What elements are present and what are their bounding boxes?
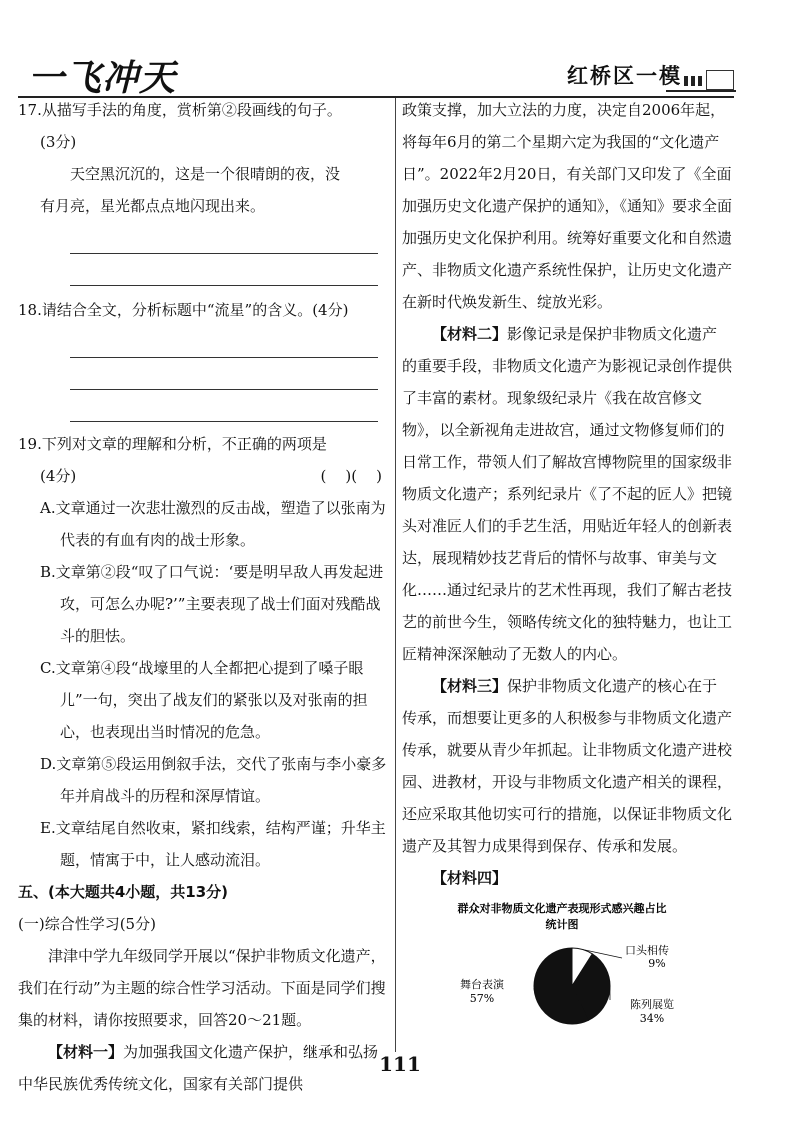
material-2-text: 影像记录是保护非物质文化遗产的重要手段，非物质文化遗产为影视记录创作提供了丰富的素材。现象级纪录片《我在故宫修文物》，以全新视角走进故宫，通过文物修复师们的日常工作，带领人们了解故宫博物院里的国家级非物质文化遗产；系列纪录片《了不起的匠人》把镜头对准匠人们的手艺生活，用贴近年轻人的创新表达，展现精妙技艺背后的情怀与故事、审美与文化……通过纪录片的艺术性再现，我们了解古老技艺的前世今生，领略传统文化的独特魅力，也让工匠精神深深触动了无数人的内心。: [402, 325, 733, 663]
q17-answer-line[interactable]: [70, 222, 378, 254]
pie-slice-label: 陈列展览: [630, 998, 674, 1011]
q18-stem: 18.请结合全文，分析标题中“流星”的含义。(4分): [18, 301, 349, 319]
subsection-1-title: (一)综合性学习(5分): [18, 915, 156, 933]
section-5-title: 五、(本大题共4小题，共13分): [18, 883, 229, 901]
q19-answer-blanks[interactable]: ( )( ): [320, 467, 382, 485]
header-title: 红桥区一模: [567, 63, 682, 88]
q19-score: (4分): [40, 467, 77, 485]
right-column: [402, 94, 732, 894]
q19-option-a[interactable]: A.文章通过一次悲壮激烈的反击战，塑造了以张南为代表的有血有肉的战士形象。: [40, 499, 386, 549]
q19-stem: 19.下列对文章的理解和分析，不正确的两项是: [18, 435, 327, 453]
brand-logo: 一飞冲天: [28, 58, 177, 99]
material-3: [402, 670, 732, 862]
activity-intro: 津津中学九年级同学开展以“保护非物质文化遗产，我们在行动”为主题的综合性学习活动。下面是同学们搜集的材料，请你按照要求，回答20～21题。: [18, 947, 386, 1029]
chart-title-line1: 群众对非物质文化遗产表现形式感兴趣占比: [457, 902, 667, 915]
pie-slice-value: 57%: [469, 992, 495, 1005]
q18-answer-line[interactable]: [70, 358, 378, 390]
material-1-continued: 政策支撑，加大立法的力度，决定自2006年起，将每年6月的第二个星期六定为我国的“文化遗产日”。2022年2月20日，有关部门又印发了《全面加强历史文化遗产保护的通知》，《通知》要求全面加强历史文化保护利用。统筹好重要文化和自然遗产、非物质文化遗产系统性保护，让历史文化遗产在新时代焕发新生、绽放光彩。: [402, 101, 733, 311]
q19-option-b[interactable]: B.文章第②段“叹了口气说：‘要是明早敌人再发起进攻，可怎么办呢?’”主要表现了战士们面对残酷战斗的胆怯。: [40, 563, 384, 645]
material-1-tag: 【材料一】: [48, 1043, 124, 1061]
header-dots-decoration: [684, 76, 704, 86]
chart-title-line2: 统计图: [545, 918, 579, 931]
q17-quote-line1: 天空黑沉沉的，这是一个很晴朗的夜，没: [70, 165, 341, 183]
pie-slice-value: 9%: [648, 957, 666, 970]
q19-option-c[interactable]: C.文章第④段“战壕里的人全都把心提到了嗓子眼儿”一句，突出了战友们的紧张以及对张南的担心，也表现出当时情况的危急。: [40, 659, 368, 741]
q19-option-d[interactable]: D.文章第⑤段运用倒叙手法，交代了张南与李小豪多年并肩战斗的历程和深厚情谊。: [40, 755, 387, 805]
q17-score: (3分): [40, 133, 77, 151]
pie-slice-label: 舞台表演: [460, 978, 504, 991]
pie-slice-label: 口头相传: [625, 944, 669, 957]
material-3-tag: 【材料三】: [432, 677, 508, 695]
left-column: [18, 94, 388, 1100]
material-2-tag: 【材料二】: [432, 325, 508, 343]
pie-chart: [412, 896, 732, 1036]
q19-option-e[interactable]: E.文章结尾自然收束，紧扣线索，结构严谨；升华主题，情寓于中，让人感动流泪。: [40, 819, 386, 869]
page-number: 111: [379, 1052, 421, 1076]
q18-answer-line[interactable]: [70, 326, 378, 358]
header-box-decoration: [706, 70, 734, 90]
material-3-text: 保护非物质文化遗产的核心在于传承，而想要让更多的人积极参与非物质文化遗产传承，就要从青少年抓起。让非物质文化遗产进校园、进教材，开设与非物质文化遗产相关的课程，还应采取其他切实可行的措施，以保证非物质文化遗产及其智力成果得到保存、传承和发展。: [402, 677, 733, 855]
q18-answer-line[interactable]: [70, 390, 378, 422]
q17-answer-line[interactable]: [70, 254, 378, 286]
q17-quote-line2: 有月亮，星光都点点地闪现出来。: [40, 197, 266, 215]
column-divider: [395, 98, 396, 1052]
pie-slice-value: 34%: [639, 1012, 665, 1025]
material-4-tag: 【材料四】: [432, 869, 508, 887]
material-1-text-start: 为加强我国文化遗产保护，继承和弘扬中华民族优秀传统文化，国家有关部门提供: [18, 1043, 379, 1093]
q17-stem: 17.从描写手法的角度，赏析第②段画线的句子。: [18, 101, 342, 119]
material-2: [402, 318, 732, 670]
